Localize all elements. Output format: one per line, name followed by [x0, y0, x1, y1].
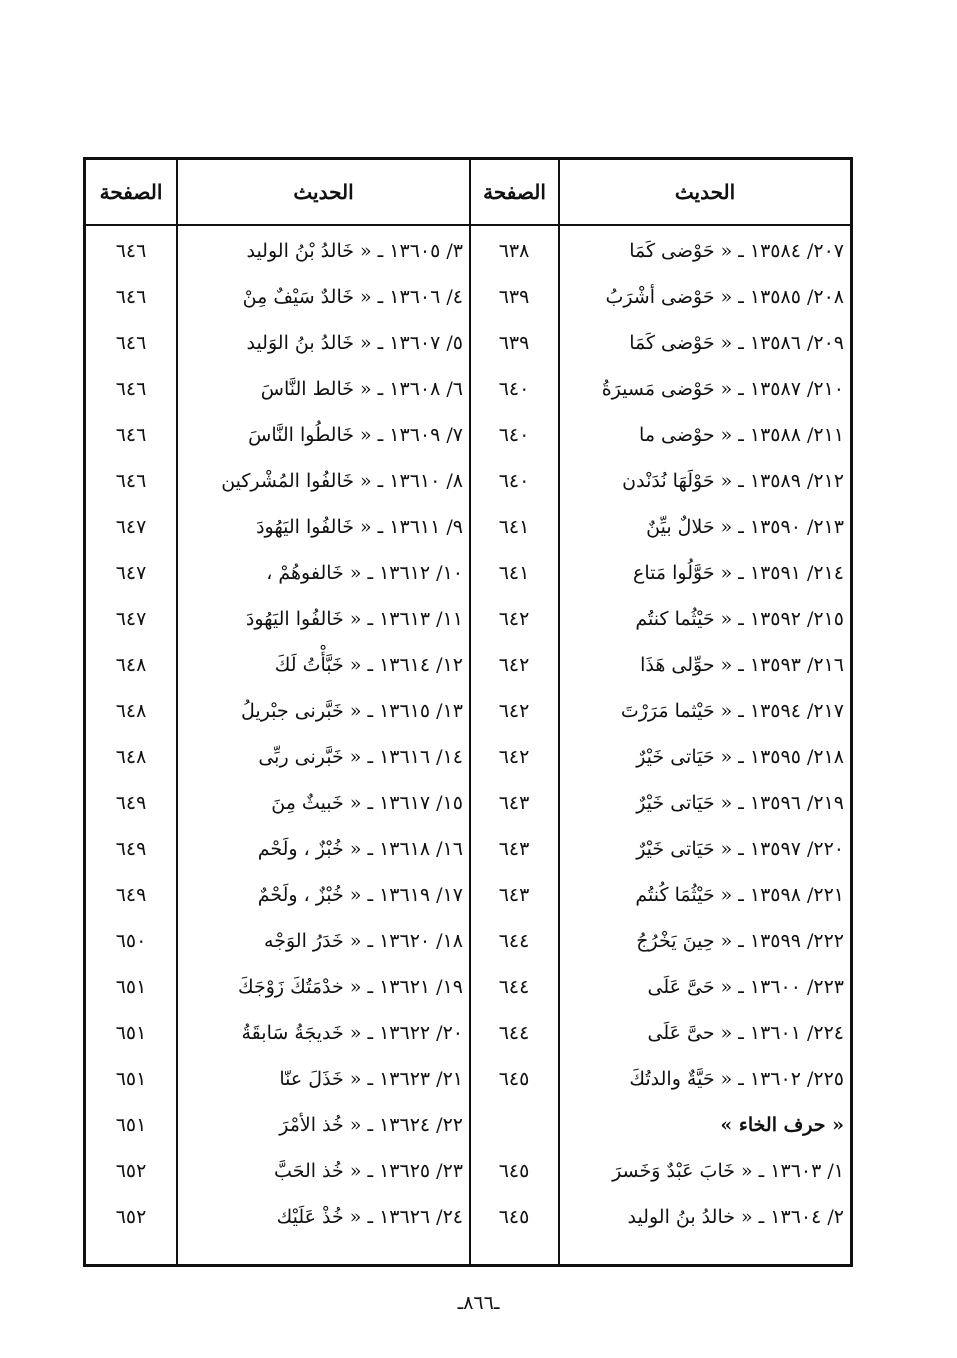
page-cell: ٦٤٦ — [115, 240, 147, 262]
page-cell: ٦٤٠ — [498, 378, 530, 400]
hadith-cell: ١٣/ ١٣٦١٥ ـ « خَبَّرنى جبْريلُ — [241, 700, 463, 722]
hadith-cell: ٢٣/ ١٣٦٢٥ ـ « خُذ الحَبَّ — [274, 1160, 463, 1182]
page-cell — [472, 1102, 556, 1148]
hadith-cell: ٥/ ١٣٦٠٧ ـ « خَالدُ بنُ الوَليد — [246, 332, 463, 354]
page-cell: ٦٤٨ — [115, 654, 147, 676]
header-left-hadith: الحديث — [293, 180, 354, 204]
page-number: ـ٨٦٦ـ — [457, 1292, 500, 1314]
hadith-cell: ١٠/ ١٣٦١٢ ـ « خَالفوهُمْ ، — [266, 562, 463, 584]
page-cell: ٦٤٥ — [498, 1160, 530, 1182]
page-cell: ٦٤٠ — [498, 424, 530, 446]
page-cell: ٦٤٥ — [498, 1068, 530, 1090]
page-cell: ٦٤٩ — [115, 792, 147, 814]
page-cell: ٦٤٣ — [498, 838, 530, 860]
hadith-cell: ٢٠٩/ ١٣٥٨٦ ـ « حَوْضى كَمَا — [629, 332, 844, 354]
index-table — [83, 157, 853, 1267]
page-cell: ٦٤٢ — [498, 746, 530, 768]
hadith-cell: ٢٢٣/ ١٣٦٠٠ ـ « حَىَّ عَلَى — [647, 976, 844, 998]
hadith-cell: ٢١٥/ ١٣٥٩٢ ـ « حَيْثُما كنتُم — [635, 608, 844, 630]
page-cell: ٦٤٤ — [498, 930, 530, 952]
page-cell: ٦٤١ — [498, 562, 530, 584]
hadith-cell: ٢١٣/ ١٣٥٩٠ ـ « حَلالٌ بيِّنٌ — [646, 516, 844, 538]
hadith-cell: ٢٢٢/ ١٣٥٩٩ ـ « حِينَ يَخْرُجُ — [636, 930, 844, 952]
page-cell: ٦٥١ — [115, 976, 147, 998]
hadith-cell: ٢٠/ ١٣٦٢٢ ـ « خَديجَةُ سَابقَةُ — [241, 1022, 463, 1044]
page-cell: ٦٤٩ — [115, 884, 147, 906]
page-cell: ٦٣٩ — [498, 332, 530, 354]
page-cell: ٦٤٧ — [115, 608, 147, 630]
hadith-cell: ٢١٢/ ١٣٥٨٩ ـ « حَوْلَهَا نُدَنْدن — [622, 470, 844, 492]
hadith-cell: ٢١٠/ ١٣٥٨٧ ـ « حَوْضى مَسيرَةُ — [601, 378, 844, 400]
page-cell: ٦٤٠ — [498, 470, 530, 492]
hadith-cell: ٢١١/ ١٣٥٨٨ ـ « حوْضى ما — [639, 424, 844, 446]
header-right-hadith: الحديث — [674, 180, 736, 204]
page-cell: ٦٤٤ — [498, 1022, 530, 1044]
page-cell: ٦٤٣ — [498, 792, 530, 814]
page-cell: ٦٥٢ — [115, 1160, 147, 1182]
hadith-cell: ١٦/ ١٣٦١٨ ـ « خُبْزٌ ، ولَحْم — [257, 838, 463, 860]
page-cell: ٦٥٠ — [115, 930, 147, 952]
page-cell: ٦٤٢ — [498, 608, 530, 630]
hadith-cell: ٢٠٨/ ١٣٥٨٥ ـ « حَوْضى أشْرَبُ — [605, 286, 844, 308]
hadith-cell: ٢١٨/ ١٣٥٩٥ ـ « حَيَاتى خَيْرٌ — [636, 746, 844, 768]
hadith-cell: ١/ ١٣٦٠٣ ـ « خَابَ عَبْدٌ وَخَسرَ — [612, 1160, 844, 1182]
hadith-cell: ١٨/ ١٣٦٢٠ ـ « خَدَرُ الوَجْه — [264, 930, 463, 952]
page-cell: ٦٥٢ — [115, 1206, 147, 1228]
header-divider — [86, 224, 850, 226]
page-cell: ٦٣٩ — [498, 286, 530, 308]
hadith-cell: ٢١/ ١٣٦٢٣ ـ « خَذَلَ عنّا — [279, 1068, 463, 1090]
page-cell: ٦٤٦ — [115, 378, 147, 400]
header-left-page: الصفحة — [99, 180, 163, 204]
divider-middle — [469, 160, 471, 1264]
hadith-cell: ١٤/ ١٣٦١٦ ـ « خَبَّرنى ربِّى — [258, 746, 463, 768]
hadith-cell: ٢١٩/ ١٣٥٩٦ ـ « حَيَاتى خَيْرٌ — [636, 792, 844, 814]
hadith-cell: ٢١٤/ ١٣٥٩١ ـ « حَوَّلُوا مَتاع — [633, 562, 844, 584]
hadith-cell: ١٩/ ١٣٦٢١ ـ « خدْمَتُكَ زَوْجَكَ — [237, 976, 463, 998]
hadith-cell: ٢٢١/ ١٣٥٩٨ ـ « حَيْثُمَا كُنتُم — [635, 884, 844, 906]
hadith-cell: ٢٤/ ١٣٦٢٦ ـ « خُذْ عَلَيْك — [276, 1206, 463, 1228]
hadith-cell: ١١/ ١٣٦١٣ ـ « خَالفُوا اليَهُودَ — [245, 608, 463, 630]
page-cell: ٦٤٢ — [498, 700, 530, 722]
divider-right-page — [558, 160, 560, 1264]
hadith-cell: ١٧/ ١٣٦١٩ ـ « خُبْزٌ ، ولَحْمٌ — [257, 884, 463, 906]
page-cell: ٦٤٥ — [498, 1206, 530, 1228]
page-cell: ٦٤٤ — [498, 976, 530, 998]
page-cell: ٦٤٨ — [115, 700, 147, 722]
header-right-page: الصفحة — [483, 180, 546, 204]
page-cell: ٦٤٧ — [115, 562, 147, 584]
hadith-cell: ١٥/ ١٣٦١٧ ـ « خَبيثٌ مِنَ — [271, 792, 463, 814]
page-cell: ٦٣٨ — [498, 240, 530, 262]
page-cell: ٦٤٨ — [115, 746, 147, 768]
page-cell: ٦٤٦ — [115, 332, 147, 354]
hadith-cell: ٦/ ١٣٦٠٨ ـ « خَالط النَّاسَ — [260, 378, 463, 400]
page-cell: ٦٤٣ — [498, 884, 530, 906]
hadith-cell: « حرف الخاء » — [720, 1114, 844, 1136]
hadith-cell: ٢٠٧/ ١٣٥٨٤ ـ « حَوْضى كَمَا — [629, 240, 844, 262]
hadith-cell: ٩/ ١٣٦١١ ـ « خَالفُوا اليَهُودَ — [256, 516, 463, 538]
page-cell: ٦٥١ — [115, 1114, 147, 1136]
page-cell: ٦٤٦ — [115, 286, 147, 308]
page-cell: ٦٤١ — [498, 516, 530, 538]
page-cell: ٦٤٢ — [498, 654, 530, 676]
page-cell: ٦٤٩ — [115, 838, 147, 860]
hadith-cell: ٨/ ١٣٦١٠ ـ « خَالفُوا المُشْركين — [221, 470, 463, 492]
hadith-cell: ٢٢٥/ ١٣٦٠٢ ـ « حَيَّةٌ والدتُكَ — [629, 1068, 844, 1090]
page-cell: ٦٥١ — [115, 1022, 147, 1044]
hadith-cell: ١٢/ ١٣٦١٤ ـ « خَبَّأْتُ لَكَ — [274, 654, 463, 676]
page-cell: ٦٤٧ — [115, 516, 147, 538]
hadith-cell: ٣/ ١٣٦٠٥ ـ « خَالدُ بْنُ الوليد — [246, 240, 463, 262]
hadith-cell: ٧/ ١٣٦٠٩ ـ « خَالطُوا النَّاسَ — [248, 424, 463, 446]
hadith-cell: ٤/ ١٣٦٠٦ ـ « خَالدٌ سَيْفٌ مِنْ — [242, 286, 463, 308]
hadith-cell: ٢٢/ ١٣٦٢٤ ـ « خُذ الأمْرَ — [279, 1114, 463, 1136]
hadith-cell: ٢١٧/ ١٣٥٩٤ ـ « حَيْثما مَرَرْتَ — [620, 700, 844, 722]
page-cell: ٦٤٦ — [115, 470, 147, 492]
hadith-cell: ٢١٦/ ١٣٥٩٣ ـ « حوِّلى هَذَا — [640, 654, 844, 676]
hadith-cell: ٢٢٠/ ١٣٥٩٧ ـ « حَيَاتى خَيْرٌ — [636, 838, 844, 860]
divider-left-page — [176, 160, 178, 1264]
hadith-cell: ٢٢٤/ ١٣٦٠١ ـ « حىَّ عَلَى — [647, 1022, 844, 1044]
page-cell: ٦٥١ — [115, 1068, 147, 1090]
page-cell: ٦٤٦ — [115, 424, 147, 446]
hadith-cell: ٢/ ١٣٦٠٤ ـ « خالدُ بنُ الوليد — [627, 1206, 844, 1228]
